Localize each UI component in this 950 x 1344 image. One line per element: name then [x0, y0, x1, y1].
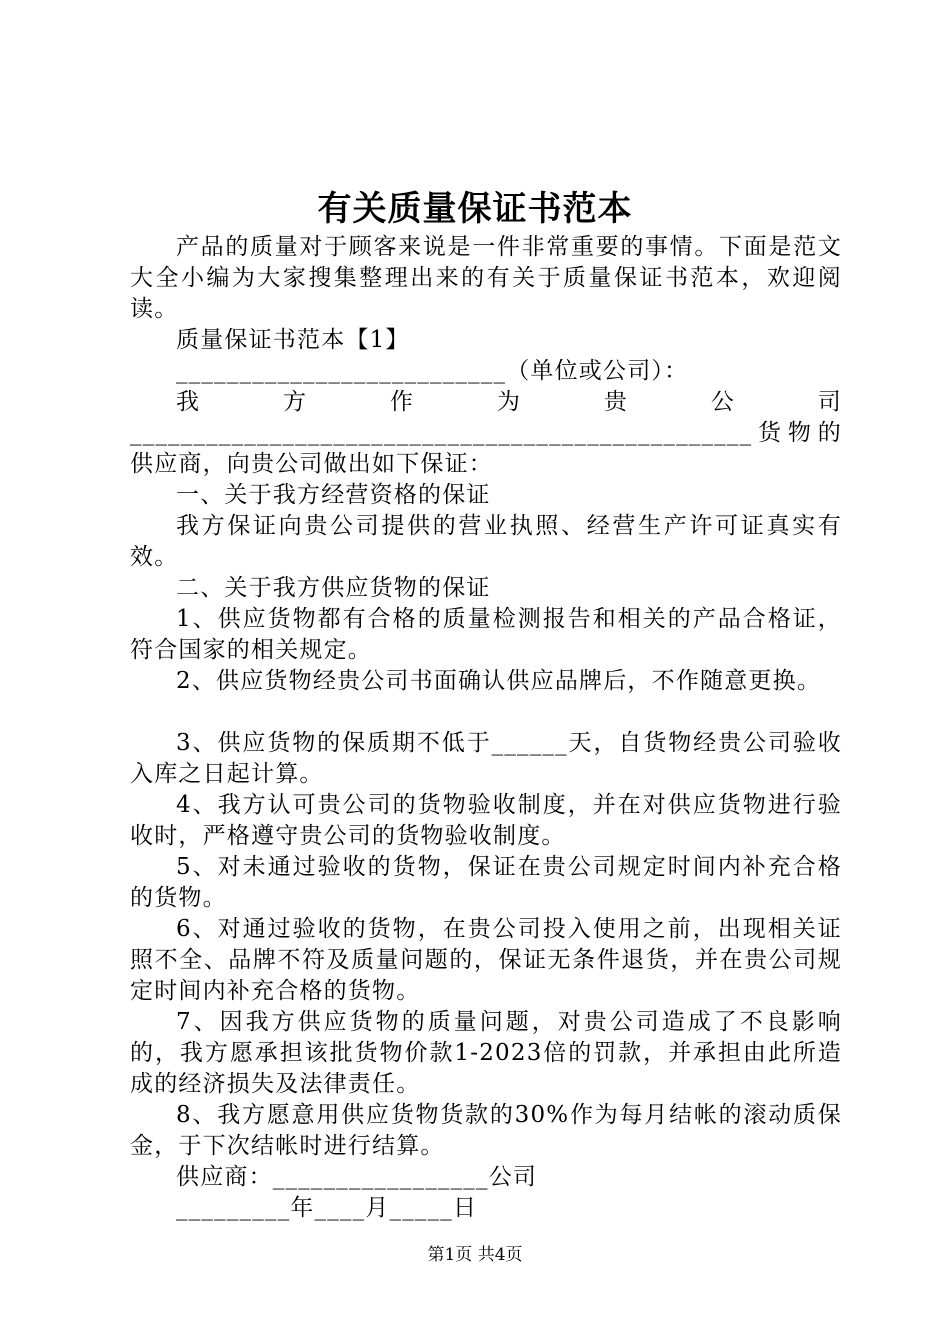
supplier-signature-line: 供应商：_________________公司 [176, 1164, 538, 1190]
declaration-paragraph: 我方作为贵公司_________________________________________________货物的供应商，向贵公司做出如下保证： [130, 389, 842, 477]
clause-item-3: 3、供应货物的保质期不低于______天，自货物经贵公司验收入库之日起计算。 [130, 730, 842, 787]
clause-item-7: 7、因我方供应货物的质量问题，对贵公司造成了不良影响的，我方愿承担该批货物价款1-2023倍的罚款，并承担由此所造成的经济损失及法律责任。 [130, 1009, 842, 1097]
clause-item-8: 8、我方愿意用供应货物货款的30%作为每月结帐的滚动质保金，于下次结帐时进行结算。 [130, 1102, 842, 1159]
clause-heading-2: 二、关于我方供应货物的保证 [176, 575, 491, 601]
clause-item-2: 2、供应货物经贵公司书面确认供应品牌后，不作随意更换。 [176, 668, 822, 694]
clause-item-1: 1、供应货物都有合格的质量检测报告和相关的产品合格证，符合国家的相关规定。 [130, 606, 842, 663]
clause-heading-1: 一、关于我方经营资格的保证 [176, 482, 491, 508]
clause-item-4: 4、我方认可贵公司的货物验收制度，并在对供应货物进行验收时，严格遵守贵公司的货物验收制度。 [130, 792, 842, 849]
intro-paragraph: 产品的质量对于顾客来说是一件非常重要的事情。下面是范文大全小编为大家搜集整理出来的有关于质量保证书范本，欢迎阅读。 [130, 234, 842, 322]
section-heading: 质量保证书范本【1】 [176, 327, 410, 353]
date-line: _________年____月_____日 [176, 1195, 478, 1221]
document-body [130, 232, 842, 1224]
clause-item-6: 6、对通过验收的货物，在贵公司投入使用之前，出现相关证照不全、品牌不符及质量问题的，保证无条件退货，并在贵公司规定时间内补充合格的货物。 [130, 916, 842, 1004]
document-title: 有关质量保证书范本 [317, 189, 633, 229]
page-number: 第1页 共4页 [427, 1245, 523, 1265]
clause-paragraph: 我方保证向贵公司提供的营业执照、经营生产许可证真实有效。 [130, 513, 842, 570]
addressee-line: __________________________（单位或公司）： [176, 358, 689, 384]
clause-item-5: 5、对未通过验收的货物，保证在贵公司规定时间内补充合格的货物。 [130, 854, 842, 911]
